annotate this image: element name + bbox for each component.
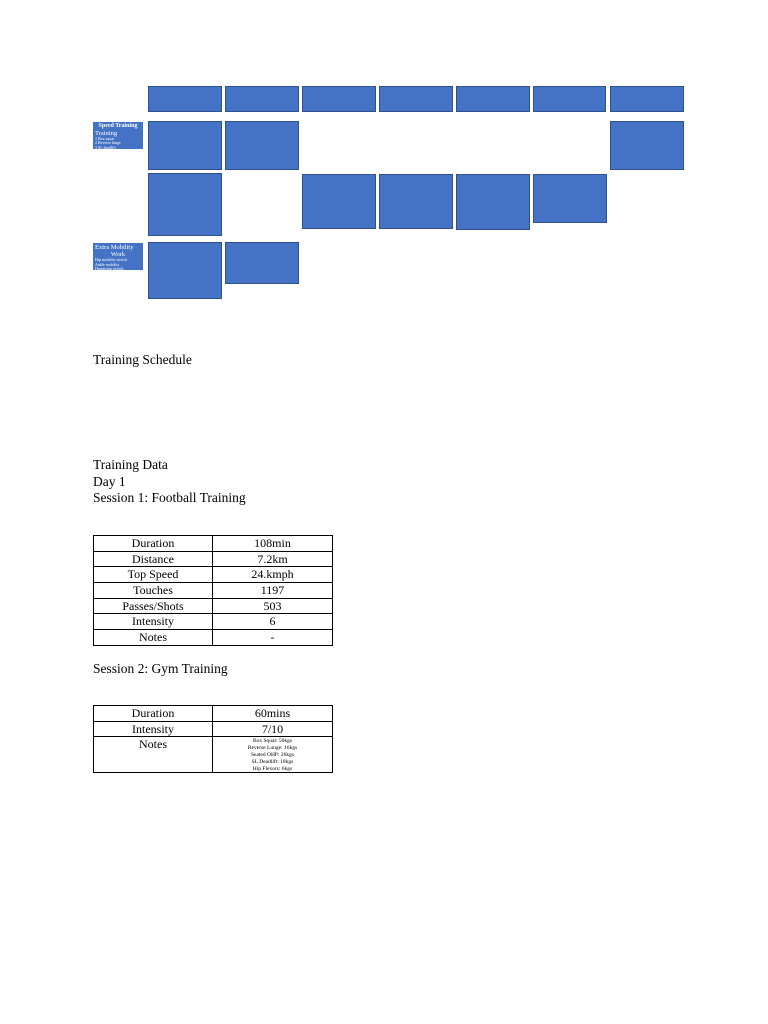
table-cell-label: Notes xyxy=(94,630,213,646)
schedule-row3-cell-1 xyxy=(148,242,222,299)
table-row xyxy=(94,721,333,737)
table-cell-label: Intensity xyxy=(94,721,213,737)
table-cell-label: Passes/Shots xyxy=(94,598,213,614)
schedule-row1-cell-1 xyxy=(148,121,222,170)
table-row xyxy=(94,630,333,646)
table-row xyxy=(94,551,333,567)
day-heading: Day 1 xyxy=(93,474,126,489)
table-cell-notes xyxy=(213,737,333,773)
table-row xyxy=(94,567,333,583)
notes-line-1: Box Squat: 50kgs xyxy=(252,738,293,745)
schedule-row2-cell-4 xyxy=(379,174,453,229)
table-row xyxy=(94,583,333,599)
schedule-row2-cell-1 xyxy=(148,173,222,236)
table-cell-value: 60mins xyxy=(213,706,333,722)
schedule-row2-cell-5 xyxy=(456,174,530,230)
table-row xyxy=(94,614,333,630)
table-cell-label: Notes xyxy=(94,737,213,773)
training-data-heading: Training Data xyxy=(93,457,168,472)
schedule-row1-cell-2 xyxy=(225,121,299,170)
extra-mobility-line-2: Ankle mobility xyxy=(95,261,120,267)
table-cell-label: Intensity xyxy=(94,614,213,630)
table-cell-value: 24.kmph xyxy=(213,567,333,583)
table-cell-value: 1197 xyxy=(213,583,333,599)
table-cell-label: Duration xyxy=(94,706,213,722)
extra-mobility-line-1: Hip mobility stretch xyxy=(95,257,128,262)
extra-mobility-title: Extra Mobility xyxy=(95,244,134,251)
schedule-header-cell-6 xyxy=(533,86,606,112)
schedule-header-cell-4 xyxy=(379,86,453,112)
speed-training-line-4: 4 Hip flexor xyxy=(95,149,115,154)
notes-line-2: Reverse Lunge: 16kgs xyxy=(247,745,298,752)
notes-line-3: Seated OHP: 26kgs xyxy=(250,752,295,759)
table-row xyxy=(94,598,333,614)
extra-mobility-label xyxy=(93,243,143,276)
extra-mobility-line-3: Hamstring stretch xyxy=(95,266,124,271)
session2-table xyxy=(93,705,333,773)
table-cell-label: Distance xyxy=(94,551,213,567)
schedule-header-cell-3 xyxy=(302,86,376,112)
schedule-header-cell-2 xyxy=(225,86,299,112)
table-cell-value: 7/10 xyxy=(213,721,333,737)
table-cell-label: Touches xyxy=(94,583,213,599)
speed-training-line-2: 2 Reverse lunge xyxy=(95,140,121,145)
table-cell-label: Duration xyxy=(94,536,213,552)
table-cell-label: Top Speed xyxy=(94,567,213,583)
table-cell-value: 108min xyxy=(213,536,333,552)
schedule-row2-cell-6 xyxy=(533,174,607,223)
table-cell-value: 7.2km xyxy=(213,551,333,567)
speed-training-line-3: 3 SL deadlift xyxy=(95,144,116,150)
speed-training-subtitle: Training xyxy=(95,129,118,137)
schedule-header-cell-5 xyxy=(456,86,530,112)
speed-training-title: Speed Training xyxy=(98,123,138,129)
table-row xyxy=(94,706,333,722)
schedule-row3-cell-2 xyxy=(225,242,299,284)
speed-training-line-1: 1 Box squat xyxy=(95,135,115,141)
session2-heading: Session 2: Gym Training xyxy=(93,661,228,676)
schedule-row2-cell-3 xyxy=(302,174,376,229)
extra-mobility-subtitle: Work xyxy=(110,251,126,258)
session1-heading: Session 1: Football Training xyxy=(93,490,246,505)
table-cell-value: - xyxy=(213,630,333,646)
extra-mobility-line-4: Recovery work xyxy=(95,270,120,276)
schedule-header-cell-7 xyxy=(610,86,684,112)
speed-training-label xyxy=(93,122,143,154)
notes-line-5: Hip Flexors: 6kgs xyxy=(252,766,293,773)
notes-line-4: SL Deadlift: 18kgs xyxy=(251,759,294,766)
schedule-header-cell-1 xyxy=(148,86,222,112)
session1-table xyxy=(93,535,333,646)
table-cell-value: 503 xyxy=(213,598,333,614)
training-schedule-heading: Training Schedule xyxy=(93,352,192,367)
schedule-row1-cell-7 xyxy=(610,121,684,170)
table-row xyxy=(94,737,333,773)
table-row xyxy=(94,536,333,552)
table-cell-value: 6 xyxy=(213,614,333,630)
